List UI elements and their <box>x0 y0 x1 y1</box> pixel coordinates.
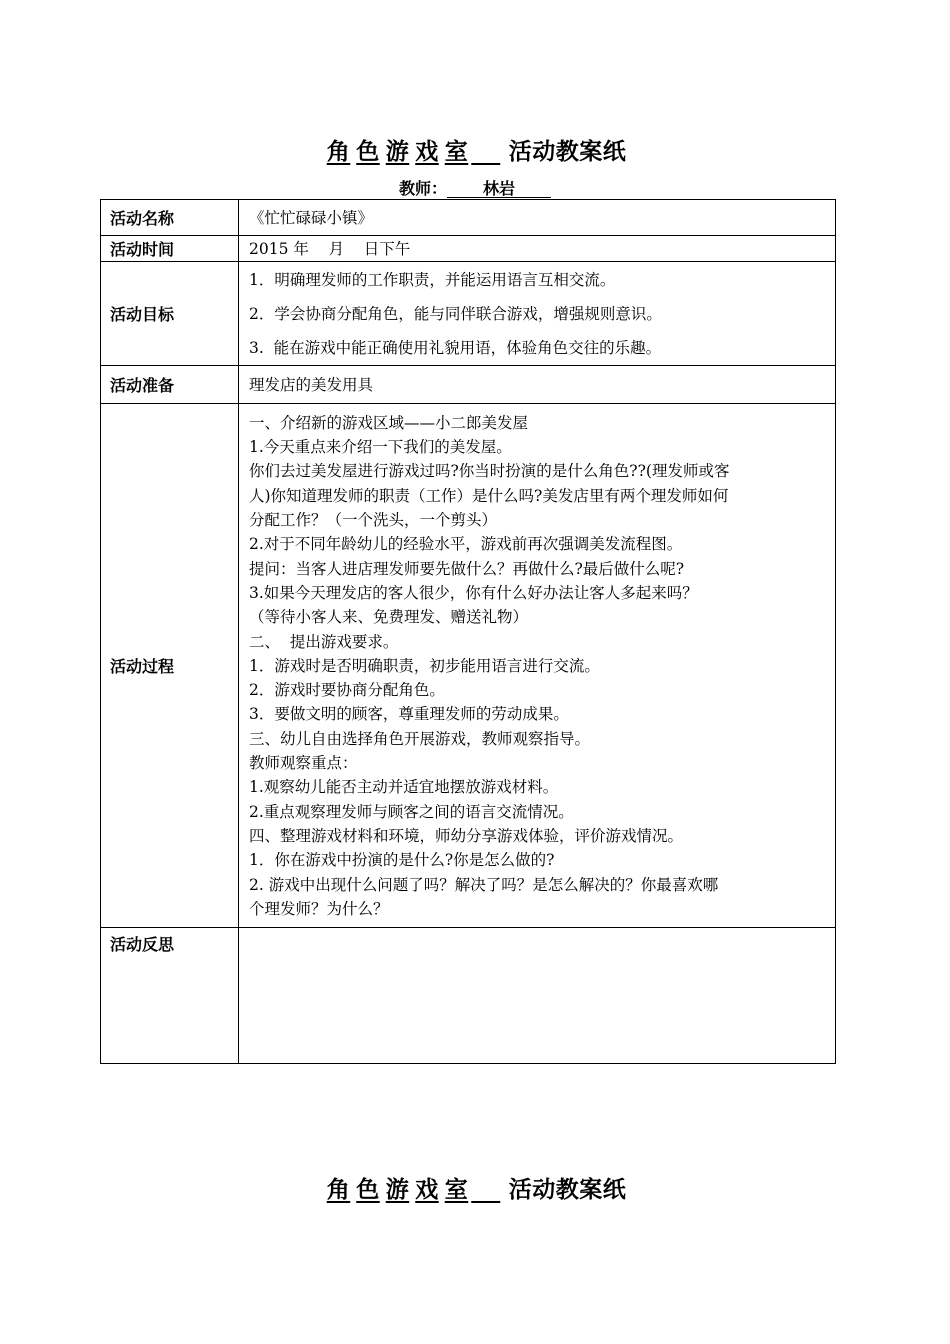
label-activity-preparation: 活动准备 <box>101 366 239 404</box>
process-line: 3．要做文明的顾客，尊重理发师的劳动成果。 <box>249 705 569 724</box>
row-activity-name <box>101 200 836 236</box>
process-line: 二、 提出游戏要求。 <box>249 632 399 651</box>
teacher-line <box>0 176 950 199</box>
row-activity-process <box>101 404 836 928</box>
process-line: 你们去过美发屋进行游戏过吗?你当时扮演的是什么角色??(理发师或客 <box>249 462 730 481</box>
title-doc-name: 活动教案纸 <box>508 139 627 165</box>
lesson-plan-table <box>100 199 836 1064</box>
process-line: 1．游戏时是否明确职责，初步能用语言进行交流。 <box>249 656 600 675</box>
page-title <box>0 133 950 166</box>
process-line: 1．你在游戏中扮演的是什么?你是怎么做的? <box>249 851 555 870</box>
process-line: 2.重点观察理发师与顾客之间的语言交流情况。 <box>249 802 574 821</box>
value-activity-reflection <box>239 928 836 1064</box>
process-line: 2.对于不同年龄幼儿的经验水平，游戏前再次强调美发流程图。 <box>249 535 683 554</box>
process-line: 2．游戏时要协商分配角色。 <box>249 681 445 700</box>
teacher-name: 林岩 <box>447 180 551 198</box>
title-doc-name: 活动教案纸 <box>508 1177 627 1203</box>
goal-item: 2．学会协商分配角色，能与同伴联合游戏，增强规则意识。 <box>249 304 662 323</box>
row-activity-goals <box>101 262 836 366</box>
process-line: 1.今天重点来介绍一下我们的美发屋。 <box>249 438 512 457</box>
process-line: 四、整理游戏材料和环境，师幼分享游戏体验，评价游戏情况。 <box>249 826 684 845</box>
process-line: 分配工作？（一个洗头，一个剪头） <box>249 511 498 530</box>
process-line: 1.观察幼儿能否主动并适宜地摆放游戏材料。 <box>249 778 559 797</box>
label-activity-name: 活动名称 <box>101 200 239 236</box>
label-activity-time: 活动时间 <box>101 236 239 262</box>
label-activity-goals: 活动目标 <box>101 262 239 366</box>
process-line: 个理发师？为什么？ <box>249 899 389 918</box>
process-line: 教师观察重点： <box>249 754 358 773</box>
goal-item: 1．明确理发师的工作职责，并能运用语言互相交流。 <box>249 270 616 289</box>
page-title-next <box>0 1171 950 1204</box>
value-activity-time: 2015 年 月 日下午 <box>239 236 836 262</box>
process-line: 2. 游戏中出现什么问题了吗？解决了吗？是怎么解决的？你最喜欢哪 <box>249 875 719 894</box>
row-activity-preparation <box>101 366 836 404</box>
process-line: 3.如果今天理发店的客人很少，你有什么好办法让客人多起来吗？ <box>249 583 698 602</box>
row-activity-reflection <box>101 928 836 1064</box>
process-line: （等待小客人来、免费理发、赠送礼物） <box>249 608 529 627</box>
value-activity-name: 《忙忙碌碌小镇》 <box>239 200 836 236</box>
process-line: 人)你知道理发师的职责（工作）是什么吗?美发店里有两个理发师如何 <box>249 486 729 505</box>
label-activity-reflection: 活动反思 <box>101 928 239 1064</box>
row-activity-time <box>101 236 836 262</box>
process-line: 提问：当客人进店理发师要先做什么？再做什么?最后做什么呢? <box>249 559 685 578</box>
value-activity-preparation: 理发店的美发用具 <box>239 366 836 404</box>
process-line: 三、幼儿自由选择角色开展游戏，教师观察指导。 <box>249 729 591 748</box>
label-activity-process: 活动过程 <box>101 404 239 928</box>
title-room-name: 角 色 游 戏 室 <box>326 139 469 165</box>
value-activity-goals <box>239 262 836 366</box>
goal-item: 3. 能在游戏中能正确使用礼貌用语，体验角色交往的乐趣。 <box>249 338 662 357</box>
process-line: 一、介绍新的游戏区域——小二郎美发屋 <box>249 413 529 432</box>
title-room-name: 角 色 游 戏 室 <box>326 1177 469 1203</box>
teacher-label: 教师： <box>398 179 447 198</box>
value-activity-process <box>239 404 836 928</box>
